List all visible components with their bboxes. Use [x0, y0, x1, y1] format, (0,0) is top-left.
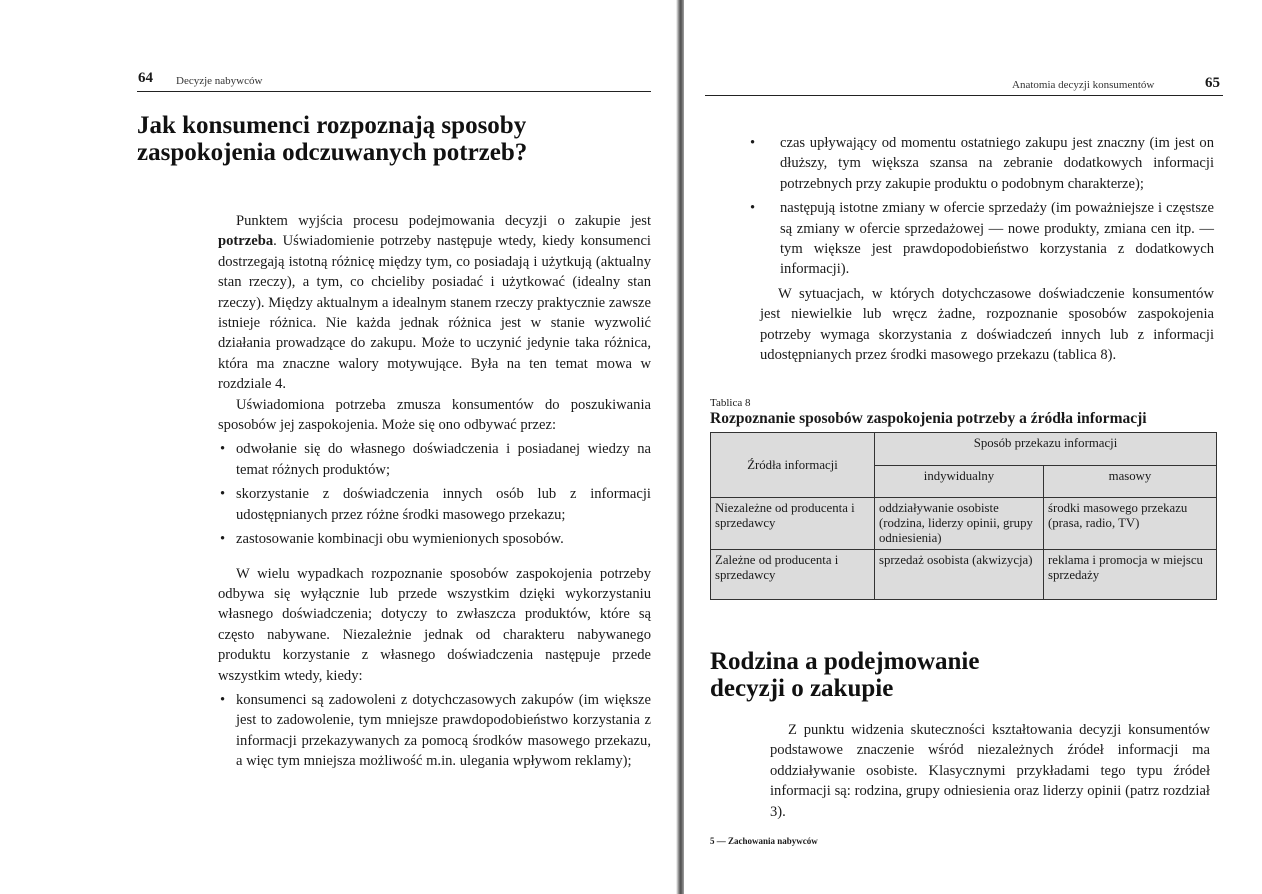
- header-sources: Źródła informacji: [711, 433, 875, 498]
- cell-individual: sprzedaż osobista (akwizycja): [875, 550, 1044, 600]
- text: odwołanie się do własnego doświadczenia i posiadanej wiedzy na temat różnych produktów;: [236, 441, 651, 478]
- table-label: Tablica 8: [710, 397, 751, 409]
- bullet-list: [218, 439, 651, 549]
- bullet-list: [750, 133, 1214, 280]
- section-title: Rodzina a podejmowanie decyzji o zakupie: [710, 648, 980, 702]
- left-running-head: Decyzje nabywców: [176, 75, 263, 87]
- text: czas upływający od momentu ostatniego zakupu jest znaczny (im jest on dłuższy, tym większa szansa na zebranie dodatkowych informacji potrzebnych przy zakupie produktu o podobnym charakterze);: [780, 135, 1214, 192]
- text: . Uświadomienie potrzeby następuje wtedy, kiedy konsumenci dostrzegają istotną różnicę między tym, co posiadają i użytkują (aktualny stan rzeczy), a tym, co chcieliby posiadać i użytkować (idealny stan rzeczy). Między aktualnym a idealnym stanem rzeczy praktycznie zawsze istnieje różnica. Nie każda jednak różnica jest w stanie wyzwolić działania prowadzące do zakupu. Może to uczynić jedynie taka różnica, która ma znaczne walory motywujące. Była na ten temat mowa w rozdziale 4.: [218, 233, 651, 393]
- right-header-rule: [705, 95, 1223, 96]
- list-item: • konsumenci są zadowoleni z dotychczasowych zakupów (im większe jest to zadowolenie, tym mniejsze prawdopodobieństwo korzystania z informacji przekazywanych za pomocą środków masowego przekazu, a więc tym mniejsza możliwość m.in. ulegania wpływom reklamy);: [220, 691, 651, 770]
- right-body-top: [750, 133, 1214, 365]
- paragraph: Z punktu widzenia skuteczności kształtowania decyzji konsumentów podstawowe znaczenie wśród niezależnych źródeł informacji ma oddziaływanie osobiste. Klasycznymi przykładami tego typu źródeł informacji są: rodzina, grupy odniesienia oraz liderzy opinii (patrz rozdział 3).: [770, 722, 1210, 820]
- paragraph: W wielu wypadkach rozpoznanie sposobów zaspokojenia potrzeby odbywa się wyłącznie lub przede wszystkim dzięki wykorzystaniu własnego doświadczenia; dotyczy to zwłaszcza produktów, które są często nabywane. Niezależnie jednak od charakteru nabywanego produktu korzystanie z własnego doświadczenia następuje przede wszystkim wtedy, kiedy:: [218, 565, 651, 684]
- list-item: • odwołanie się do własnego doświadczenia i posiadanej wiedzy na temat różnych produktów;: [220, 441, 651, 478]
- right-running-head: Anatomia decyzji konsumentów: [1012, 79, 1155, 91]
- right-page-number: 65: [1205, 75, 1220, 91]
- text: skorzystanie z doświadczenia innych osób lub z informacji udostępnianych przez różne środki masowego przekazu;: [236, 486, 651, 523]
- paragraph: [218, 211, 651, 395]
- left-header-rule: [137, 91, 651, 92]
- left-chapter-title: Jak konsumenci rozpoznają sposoby zaspokojenia odczuwanych potrzeb?: [137, 112, 528, 166]
- paragraph: W sytuacjach, w których dotychczasowe doświadczenie konsumentów jest niewielkie lub wręcz żadne, rozpoznanie sposobów zaspokojenia potrzeby wymaga skorzystania z doświadczeń innych lub z informacji udostępnianych przez środki masowego przekazu (tablica 8).: [760, 285, 1214, 364]
- bold-term: potrzeba: [218, 233, 274, 250]
- list-item: • następują istotne zmiany w ofercie sprzedaży (im poważniejsze i częstsze są zmiany w ofercie sprzedażowej — nowe produkty, zmiana cen itp. — tym większe jest prawdopodobieństwo korzystania z dodatkowych informacji).: [750, 200, 1214, 278]
- bullet-list: [218, 690, 651, 772]
- cell-mass: reklama i promocja w miejscu sprzedaży: [1044, 550, 1217, 600]
- book-gutter: [676, 0, 684, 894]
- sources-table: [710, 432, 1217, 600]
- text: Punktem wyjścia procesu podejmowania decyzji o zakupie jest: [236, 213, 651, 229]
- left-body: [218, 211, 651, 776]
- right-body-bottom: [770, 720, 1210, 822]
- footer-signature: 5 — Zachowania nabywców: [710, 836, 818, 846]
- cell-source: Zależne od producenta i sprzedawcy: [711, 550, 875, 600]
- table-row: [711, 550, 1217, 600]
- cell-individual: oddziaływanie osobiste (rodzina, liderzy opinii, grupy odniesienia): [875, 498, 1044, 550]
- text: konsumenci są zadowoleni z dotychczasowych zakupów (im większe jest to zadowolenie, tym mniejsze prawdopodobieństwo korzystania z informacji przekazywanych za pomocą środków masowego przekazu, a więc tym mniejsza możliwość m.in. ulegania wpływom reklamy);: [236, 691, 651, 770]
- cell-source: Niezależne od producenta i sprzedawcy: [711, 498, 875, 550]
- cell-mass: środki masowego przekazu (prasa, radio, TV): [1044, 498, 1217, 550]
- paragraph: Uświadomiona potrzeba zmusza konsumentów do poszukiwania sposobów jej zaspokojenia. Może się ono odbywać przez:: [218, 396, 651, 434]
- header-individual: indywidualny: [875, 465, 1044, 498]
- text: zastosowanie kombinacji obu wymienionych sposobów.: [236, 531, 564, 548]
- header-mode: Sposób przekazu informacji: [875, 433, 1217, 466]
- list-item: • zastosowanie kombinacji obu wymienionych sposobów.: [220, 531, 564, 548]
- list-item: • skorzystanie z doświadczenia innych osób lub z informacji udostępnianych przez różne środki masowego przekazu;: [220, 486, 651, 523]
- list-item: • czas upływający od momentu ostatniego zakupu jest znaczny (im jest on dłuższy, tym większa szansa na zebranie dodatkowych informacji potrzebnych przy zakupie produktu o podobnym charakterze);: [750, 135, 1214, 192]
- header-mass: masowy: [1044, 465, 1217, 498]
- table-title: Rozpoznanie sposobów zaspokojenia potrzeby a źródła informacji: [710, 410, 1147, 427]
- table-row: [711, 498, 1217, 550]
- text: następują istotne zmiany w ofercie sprzedaży (im poważniejsze i częstsze są zmiany w ofercie sprzedażowej — nowe produkty, zmiana cen itp. — tym większe jest prawdopodobieństwo korzystania z dodatkowych informacji).: [780, 200, 1214, 278]
- left-page-number: 64: [138, 70, 153, 86]
